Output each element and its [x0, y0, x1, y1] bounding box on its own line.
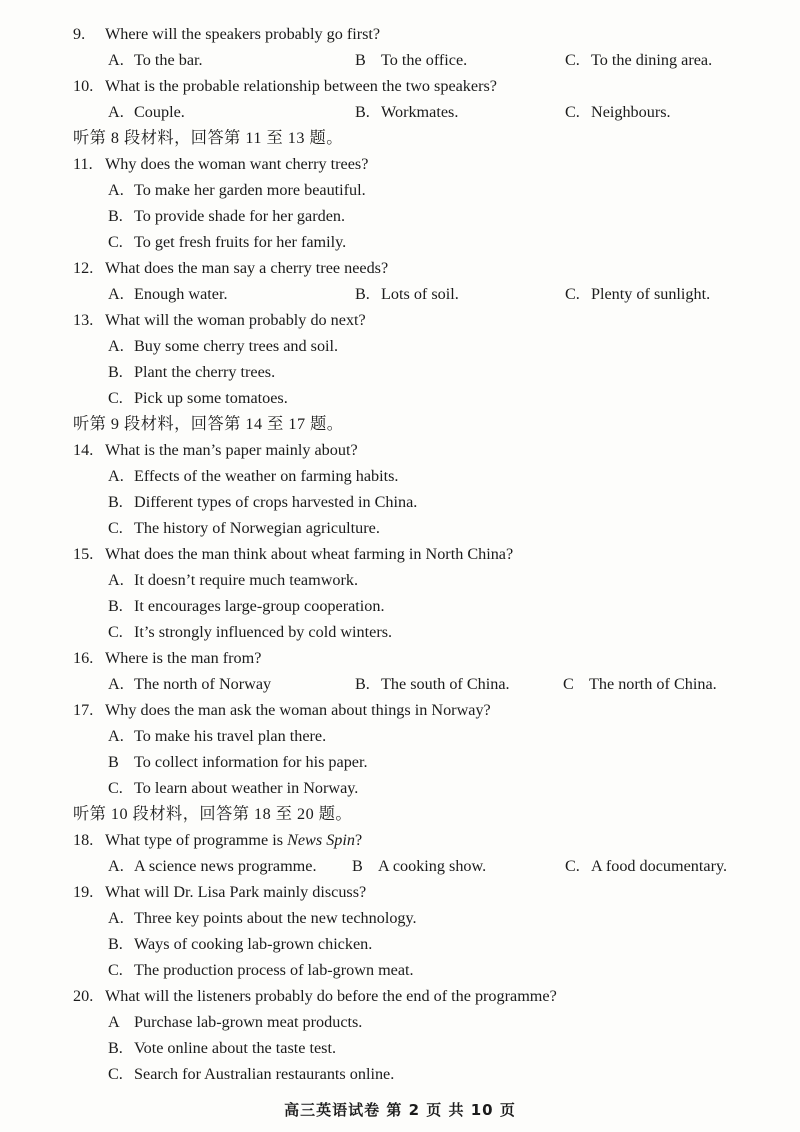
option-b: B. Different types of crops harvested in China.: [108, 493, 418, 511]
option-c: C. To learn about weather in Norway.: [108, 779, 359, 797]
question-text: What is the probable relationship between the two speakers?: [105, 77, 497, 95]
question-number: 18.: [73, 831, 94, 849]
question-17: [0, 697, 800, 723]
question-number: 10.: [73, 77, 94, 95]
option-c: C. It’s strongly influenced by cold winters.: [108, 623, 393, 641]
option-a: A. A science news programme.: [108, 857, 317, 875]
question-12: [0, 255, 800, 281]
option-c: C. A food documentary.: [565, 857, 728, 875]
option-b: B. Workmates.: [355, 103, 459, 121]
option-c: C. Search for Australian restaurants online.: [108, 1065, 395, 1083]
option-a: A. To make her garden more beautiful.: [108, 181, 366, 199]
question-text: Why does the woman want cherry trees?: [105, 155, 369, 173]
programme-title: News Spin: [287, 831, 355, 849]
section-9-heading: 听第 9 段材料，回答第 14 至 17 题。: [73, 415, 344, 433]
option-a: A. To the bar.: [108, 51, 203, 69]
option-c: C. Neighbours.: [565, 103, 671, 121]
option-a: A. To make his travel plan there.: [108, 727, 327, 745]
option-a: A. The north of Norway: [108, 675, 272, 693]
option-b: B. The south of China.: [355, 675, 510, 693]
option-a: A. Effects of the weather on farming habits.: [108, 467, 399, 485]
option-a: A. Buy some cherry trees and soil.: [108, 337, 339, 355]
question-text: What does the man think about wheat farming in North China?: [105, 545, 514, 563]
option-c: C. The production process of lab-grown meat.: [108, 961, 414, 979]
question-number: 13.: [73, 311, 94, 329]
option-b: B. Plant the cherry trees.: [108, 363, 276, 381]
question-text: Why does the man ask the woman about things in Norway?: [105, 701, 491, 719]
question-14: [0, 437, 800, 463]
question-text: What type of programme is News Spin?: [105, 831, 363, 849]
option-b: B A cooking show.: [352, 857, 487, 875]
question-number: 20.: [73, 987, 94, 1005]
section-10-heading: 听第 10 段材料，回答第 18 至 20 题。: [73, 805, 353, 823]
question-16-options: [0, 671, 800, 697]
question-11: [0, 151, 800, 177]
question-text: Where will the speakers probably go first?: [105, 25, 381, 43]
option-c: C The north of China.: [563, 675, 717, 693]
question-13: [0, 307, 800, 333]
option-a: A. It doesn’t require much teamwork.: [108, 571, 359, 589]
section-8-heading: 听第 8 段材料，回答第 11 至 13 题。: [73, 129, 343, 147]
option-c: C. Plenty of sunlight.: [565, 285, 711, 303]
question-19: [0, 879, 800, 905]
question-number: 19.: [73, 883, 94, 901]
question-9-options: [0, 47, 800, 73]
question-number: 15.: [73, 545, 94, 563]
question-9: [0, 21, 800, 47]
option-b: B. It encourages large-group cooperation.: [108, 597, 385, 615]
question-text: What will the woman probably do next?: [105, 311, 366, 329]
question-12-options: [0, 281, 800, 307]
option-c: C. Pick up some tomatoes.: [108, 389, 288, 407]
option-b: B To the office.: [355, 51, 468, 69]
question-number: 9.: [73, 25, 86, 43]
option-a: A. Three key points about the new technology.: [108, 909, 417, 927]
question-text: What will Dr. Lisa Park mainly discuss?: [105, 883, 367, 901]
option-b: B. Lots of soil.: [355, 285, 459, 303]
page-footer: 高三英语试卷 第 2 页 共 10 页: [284, 1101, 516, 1119]
option-b: B. Vote online about the taste test.: [108, 1039, 337, 1057]
question-text: Where is the man from?: [105, 649, 262, 667]
question-18: [0, 827, 800, 853]
question-number: 14.: [73, 441, 94, 459]
option-c: C. To the dining area.: [565, 51, 713, 69]
question-text: What will the listeners probably do before the end of the programme?: [105, 987, 557, 1005]
question-number: 16.: [73, 649, 94, 667]
option-c: C. To get fresh fruits for her family.: [108, 233, 347, 251]
question-number: 17.: [73, 701, 94, 719]
question-number: 12.: [73, 259, 94, 277]
option-b: B To collect information for his paper.: [108, 753, 368, 771]
question-15: [0, 541, 800, 567]
option-c: C. The history of Norwegian agriculture.: [108, 519, 380, 537]
question-10-options: [0, 99, 800, 125]
question-text: What does the man say a cherry tree needs?: [105, 259, 389, 277]
question-number: 11.: [73, 155, 93, 173]
option-a: A Purchase lab-grown meat products.: [108, 1013, 363, 1031]
question-10: [0, 73, 800, 99]
option-a: A. Couple.: [108, 103, 185, 121]
question-16: [0, 645, 800, 671]
option-b: B. Ways of cooking lab-grown chicken.: [108, 935, 373, 953]
question-20: [0, 983, 800, 1009]
option-a: A. Enough water.: [108, 285, 228, 303]
question-text: What is the man’s paper mainly about?: [105, 441, 358, 459]
option-b: B. To provide shade for her garden.: [108, 207, 346, 225]
question-18-options: [0, 853, 800, 879]
